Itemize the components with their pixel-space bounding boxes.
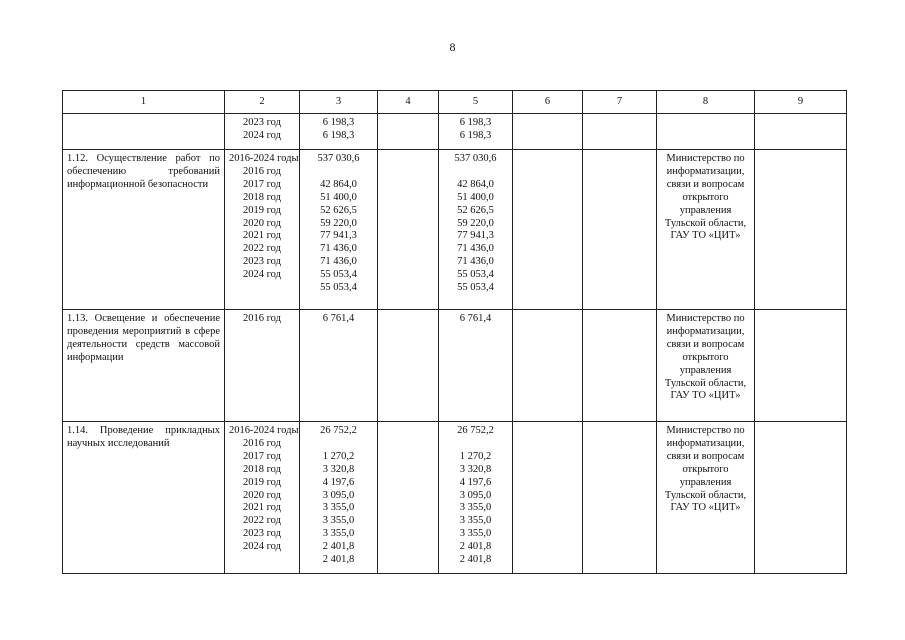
amount-value: 77 941,3 <box>457 230 494 242</box>
table-row <box>63 114 847 150</box>
amount-value: 6 761,4 <box>459 313 492 324</box>
col7-cell <box>583 114 657 150</box>
header-cell-9: 9 <box>755 91 847 114</box>
amount-value: 3 355,0 <box>322 515 355 527</box>
amount-value: 71 436,0 <box>320 243 357 255</box>
amount-value: 77 941,3 <box>320 230 357 242</box>
col6-cell <box>513 150 583 310</box>
amount-value: 3 320,8 <box>322 463 355 475</box>
period-value: 2017 год <box>243 450 281 462</box>
col9-cell <box>755 422 847 574</box>
amount-value: 2 401,8 <box>322 541 355 553</box>
amount-value: 6 198,3 <box>459 117 492 128</box>
header-cell-1: 1 <box>63 91 225 114</box>
period-value: 2023 год <box>243 528 281 540</box>
col4-cell <box>378 310 439 422</box>
col9-cell <box>755 114 847 150</box>
period-value: 2022 год <box>243 515 281 527</box>
amount-value: 52 626,5 <box>457 204 494 216</box>
regional-budget-cell <box>439 422 513 574</box>
period-value: 2016 год <box>243 437 281 449</box>
amount-value: 537 030,6 <box>317 153 360 164</box>
amount-value: 3 355,0 <box>459 502 492 514</box>
amount-value: 537 030,6 <box>454 153 497 164</box>
amount-value: 3 355,0 <box>322 528 355 540</box>
total-amount-cell <box>300 150 378 310</box>
table-row <box>63 310 847 422</box>
period-cell <box>225 150 300 310</box>
period-value: 2019 год <box>243 204 281 216</box>
header-cell-2: 2 <box>225 91 300 114</box>
header-cell-5: 5 <box>439 91 513 114</box>
amount-value <box>304 166 373 179</box>
amount-value: 3 320,8 <box>459 463 492 475</box>
period-value: 2024 год <box>243 269 281 281</box>
activity-name-cell: 1.13. Освещение и обеспечение проведения мероприятий в сфере деятельности средств массовой информации <box>63 310 225 422</box>
col9-cell <box>755 150 847 310</box>
period-value: 2019 год <box>243 476 281 488</box>
period-value: 2021 год <box>243 230 281 242</box>
header-cell-7: 7 <box>583 91 657 114</box>
executor-cell: Министерство по информатизации, связи и вопросам открытого управления Тульской области, ГАУ ТО «ЦИТ» <box>657 310 755 422</box>
activity-name-cell: 1.14. Проведение прикладных научных исследований <box>63 422 225 574</box>
col7-cell <box>583 150 657 310</box>
header-cell-8: 8 <box>657 91 755 114</box>
amount-value: 55 053,4 <box>320 269 357 281</box>
amount-value: 6 198,3 <box>459 129 492 141</box>
amount-value: 2 401,8 <box>459 541 492 553</box>
period-value: 2017 год <box>243 178 281 190</box>
amount-value: 3 095,0 <box>322 489 355 501</box>
col6-cell <box>513 422 583 574</box>
amount-value: 2 401,8 <box>459 554 492 566</box>
amount-value: 3 095,0 <box>459 489 492 501</box>
amount-value: 3 355,0 <box>459 528 492 540</box>
col6-cell <box>513 310 583 422</box>
total-amount-cell <box>300 310 378 422</box>
header-cell-3: 3 <box>300 91 378 114</box>
amount-value: 52 626,5 <box>320 204 357 216</box>
col9-cell <box>755 310 847 422</box>
executor-cell <box>657 114 755 150</box>
amount-value: 1 270,2 <box>322 450 355 462</box>
amount-value: 26 752,2 <box>457 425 494 436</box>
period-cell <box>225 422 300 574</box>
period-value: 2023 год <box>243 117 281 128</box>
page-number: 8 <box>449 40 456 54</box>
amount-value: 51 400,0 <box>457 191 494 203</box>
executor-cell: Министерство по информатизации, связи и вопросам открытого управления Тульской области, ГАУ ТО «ЦИТ» <box>657 150 755 310</box>
amount-value: 3 355,0 <box>322 502 355 514</box>
col7-cell <box>583 422 657 574</box>
amount-value: 6 198,3 <box>322 129 355 141</box>
period-value: 2022 год <box>243 243 281 255</box>
amount-value: 59 220,0 <box>320 217 357 229</box>
amount-value <box>443 166 508 179</box>
period-value: 2016-2024 годы <box>229 153 299 164</box>
amount-value: 42 864,0 <box>457 178 494 190</box>
amount-value: 51 400,0 <box>320 191 357 203</box>
period-value: 2024 год <box>243 541 281 553</box>
amount-value: 71 436,0 <box>457 243 494 255</box>
budget-table <box>62 90 847 574</box>
regional-budget-cell <box>439 310 513 422</box>
total-amount-cell <box>300 422 378 574</box>
col4-cell <box>378 114 439 150</box>
amount-value: 6 198,3 <box>322 117 355 128</box>
table-header-row <box>63 91 847 114</box>
period-value: 2020 год <box>243 217 281 229</box>
amount-value: 55 053,4 <box>457 282 494 294</box>
header-cell-4: 4 <box>378 91 439 114</box>
col4-cell <box>378 150 439 310</box>
period-value: 2018 год <box>243 463 281 475</box>
amount-value: 2 401,8 <box>322 554 355 566</box>
amount-value: 71 436,0 <box>320 256 357 268</box>
period-value: 2021 год <box>243 502 281 514</box>
col7-cell <box>583 310 657 422</box>
amount-value <box>304 438 373 451</box>
activity-name-cell: 1.12. Осуществление работ по обеспечению требований информационной безопасности <box>63 150 225 310</box>
period-value: 2024 год <box>243 129 281 141</box>
amount-value: 4 197,6 <box>322 476 355 488</box>
amount-value <box>443 438 508 451</box>
amount-value: 59 220,0 <box>457 217 494 229</box>
amount-value: 55 053,4 <box>320 282 357 294</box>
period-value: 2016-2024 годы <box>229 425 299 436</box>
amount-value: 26 752,2 <box>320 425 357 436</box>
regional-budget-cell <box>439 150 513 310</box>
period-value: 2020 год <box>243 489 281 501</box>
period-value: 2016 год <box>243 165 281 177</box>
table-row <box>63 422 847 574</box>
period-value: 2023 год <box>243 256 281 268</box>
header-cell-6: 6 <box>513 91 583 114</box>
amount-value: 4 197,6 <box>459 476 492 488</box>
total-amount-cell <box>300 114 378 150</box>
period-cell <box>225 310 300 422</box>
amount-value: 71 436,0 <box>457 256 494 268</box>
amount-value: 6 761,4 <box>322 313 355 324</box>
amount-value: 3 355,0 <box>459 515 492 527</box>
col4-cell <box>378 422 439 574</box>
amount-value: 55 053,4 <box>457 269 494 281</box>
period-cell <box>225 114 300 150</box>
amount-value: 1 270,2 <box>459 450 492 462</box>
executor-cell: Министерство по информатизации, связи и вопросам открытого управления Тульской области, ГАУ ТО «ЦИТ» <box>657 422 755 574</box>
regional-budget-cell <box>439 114 513 150</box>
period-value: 2018 год <box>243 191 281 203</box>
period-value: 2016 год <box>243 313 281 324</box>
table-row <box>63 150 847 310</box>
col6-cell <box>513 114 583 150</box>
amount-value: 42 864,0 <box>320 178 357 190</box>
activity-name-cell <box>63 114 225 150</box>
